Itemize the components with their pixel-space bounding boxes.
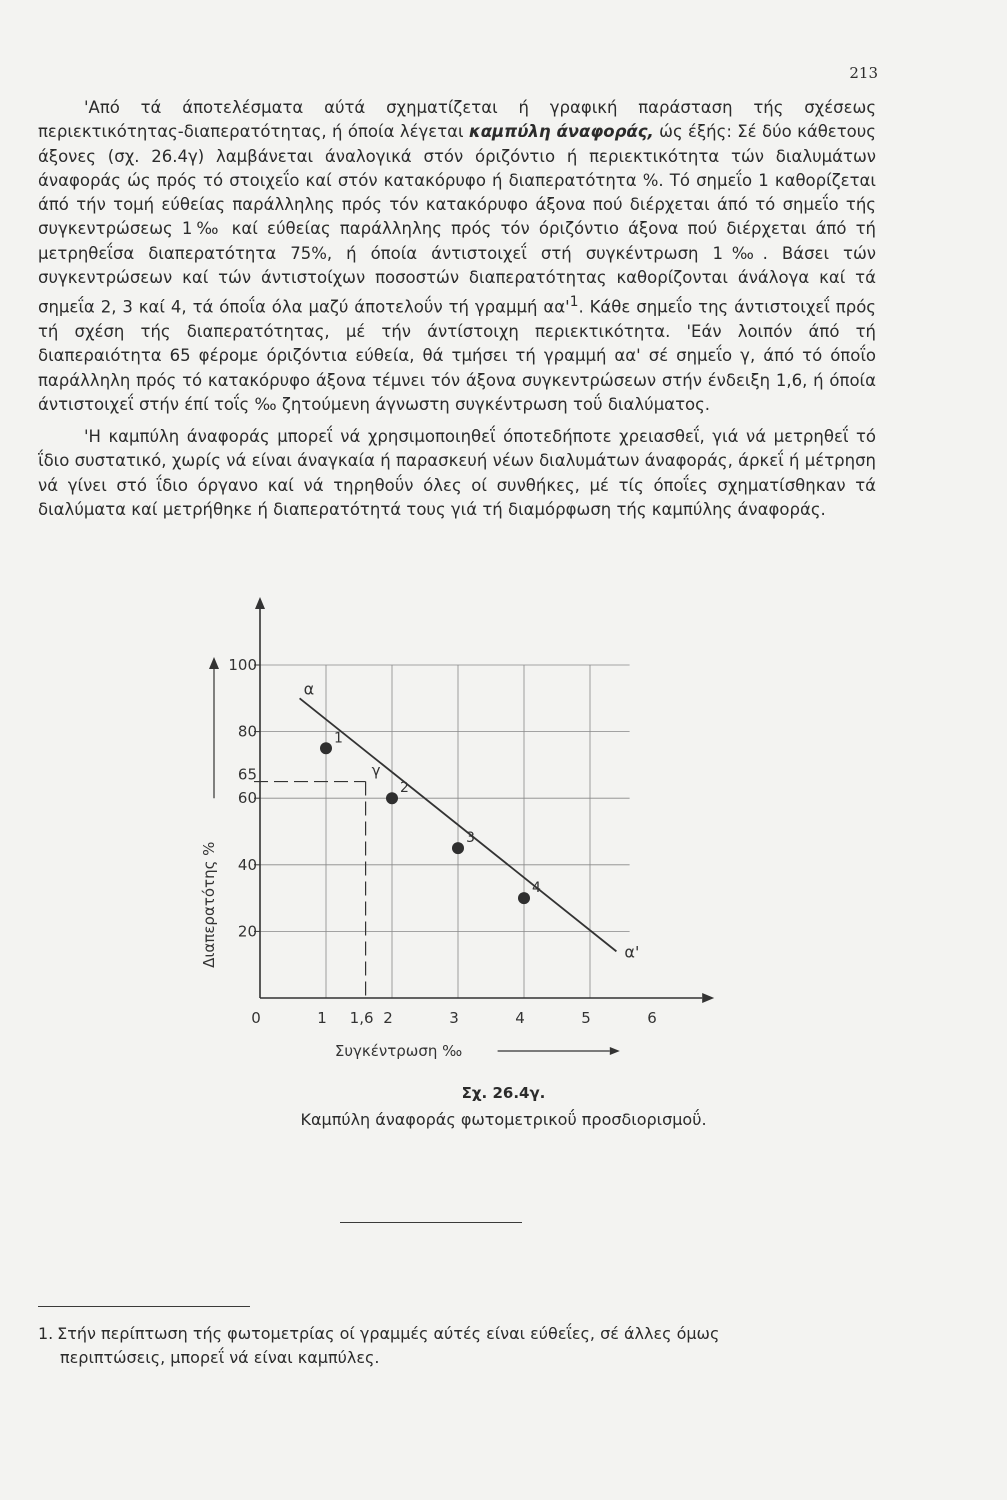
body-paragraph bbox=[38, 96, 876, 417]
footnote-reference[interactable]: 1 bbox=[569, 294, 579, 311]
x-tick-label: 1 bbox=[317, 1009, 327, 1027]
y-tick-label: 60 bbox=[237, 789, 257, 808]
footnote-divider bbox=[38, 1306, 250, 1307]
footnote-text: περιπτώσεις, μπορεΐ νά είναι καμπύλες. bbox=[60, 1348, 380, 1367]
emphasized-term: καμπύλη άναφοράς, bbox=[468, 122, 654, 142]
paragraph-text: 'Η καμπύλη άναφοράς μπορεΐ νά χρησιμοποιηθεΐ όποτεδήποτε χρειασθεΐ, γιά νά μετρηθεΐ τό ΐδιο συστατικό, χωρίς νά είναι άναγκαία ή παρασκευή νέων διαλυμάτων άναφοράς, άρκεΐ ή μέτρηση νά γίνει στό ΐδιο όργανο καί νά τηρηθοΰν όλες οί συνθήκες, μέ τίς όποΐες σχηματίσθηκαν τά διαλύματα καί μετρήθηκε ή διαπερατότητά τους γιά τή διαμόρφωση τής καμπύλης άναφοράς. bbox=[38, 427, 876, 519]
x-tick-label: 6 bbox=[647, 1009, 657, 1027]
y-tick-label: 100 bbox=[228, 656, 257, 674]
footnote-text: Στήν περίπτωση τής φωτομετρίας οί γραμμές αύτές είναι εύθεΐες, σέ άλλες όμως bbox=[57, 1324, 720, 1343]
x-tick-label: 2 bbox=[383, 1009, 393, 1027]
body-paragraph bbox=[38, 425, 876, 522]
data-point-label: 4 bbox=[532, 880, 541, 897]
page-number: 213 bbox=[849, 64, 878, 82]
data-point bbox=[452, 842, 464, 854]
y-axis-arrow bbox=[255, 597, 265, 609]
line-start-label: α bbox=[303, 679, 315, 699]
x-tick-label: 1,6 bbox=[349, 1009, 374, 1027]
paragraph-text: ώς έξής: Σέ δύο κάθετους άξονες (σχ. 26.4γ) λαμβάνεται άναλογικά στόν όριζόντιο ή περιεκτικότητα τών διαλυμάτων άναφοράς ώς πρός τό στοιχεΐο καί στόν κατακόρυφο ή διαπερατότητα %. Τό σημεΐο 1 καθορίζεται άπό τήν τομή εύθείας παράλληλης πρός τόν κατακόρυφο άξονα πού διέρχεται άπό τό σημεΐο τής συγκεντρώσεως 1‰ καί εύθείας παράλληλης πρός τόν όριζόντιο άξονα πού διέρχεται άπό τή μετρηθεΐσα διαπερατότητα 75%, ή όποία άντιστοιχεΐ στή συγκέντρωση 1‰. Βάσει τών συγκεντρώσεων καί τών άντιστοίχων ποσοστών διαπερατότητας καθορίζονται άνάλογα καί τά σημεΐα 2, 3 καί 4, τά όποΐα όλα μαζύ άποτελοΰν τή γραμμή αα' bbox=[38, 122, 876, 317]
x-tick-label: 5 bbox=[581, 1009, 591, 1027]
data-point bbox=[386, 792, 398, 804]
paragraph-text: 'Από τά άποτελέσματα αύτά σχηματίζεται ή γραφική παράσταση τής σχέσεως περιεκτικότητας-διαπερατότητας, ή όποία λέγεται bbox=[38, 98, 876, 142]
y-tick-label: 40 bbox=[237, 855, 257, 874]
x-axis-arrow bbox=[702, 993, 714, 1003]
x-axis-title: Συγκέντρωση ‰ bbox=[334, 1042, 463, 1060]
footnote bbox=[38, 1322, 876, 1370]
y-axis-title: Διαπερατότης % bbox=[200, 841, 218, 968]
paragraph-text: . Κάθε σημεΐο της άντιστοιχεΐ πρός τή σχέση τής διαπερατότητας, μέ τήν άντίστοιχη περιεκτικότητα. 'Εάν λοιπόν άπό τή διαπεραιότητα 65 φέρομε όριζόντια εύθεία, θά τμήσει τή γραμμή αα' σέ σημεΐο γ, άπό τό όποΐο παράλληλη πρός τό κατακόρυφο άξονα τέμνει τόν άξονα συγκεντρώσεων στήν ένδειξη 1,6, ή όποία άντιστοιχεΐ στήν έπί τοΐς ‰ ζητούμενη άγνωστη συγκέντρωση τοΰ διαλύματος. bbox=[38, 297, 876, 415]
y-tick-label: 80 bbox=[237, 722, 257, 741]
x-tick-label: 0 bbox=[251, 1009, 261, 1027]
y-tick-label: 65 bbox=[237, 765, 257, 784]
figure-label: Σχ. 26.4γ. bbox=[461, 1084, 546, 1102]
footnote-number: 1. bbox=[38, 1324, 54, 1343]
reference-curve-chart bbox=[180, 595, 780, 1075]
data-point-label: 1 bbox=[334, 730, 343, 747]
y-tick-label: 20 bbox=[237, 922, 257, 941]
interpolation-point-label: γ bbox=[371, 761, 381, 780]
data-point-label: 2 bbox=[400, 780, 409, 797]
figure-caption: Καμπύλη άναφοράς φωτομετρικοΰ προσδιορισμοΰ. bbox=[300, 1110, 707, 1129]
y-axis-title-arrow-head bbox=[209, 657, 219, 669]
x-axis-title-arrow-head bbox=[610, 1047, 620, 1055]
data-point bbox=[518, 892, 530, 904]
x-tick-label: 3 bbox=[449, 1009, 459, 1027]
section-divider bbox=[340, 1222, 522, 1223]
line-end-label: α' bbox=[624, 942, 640, 962]
data-point-label: 3 bbox=[466, 830, 475, 847]
x-tick-label: 4 bbox=[515, 1009, 525, 1027]
data-point bbox=[320, 742, 332, 754]
